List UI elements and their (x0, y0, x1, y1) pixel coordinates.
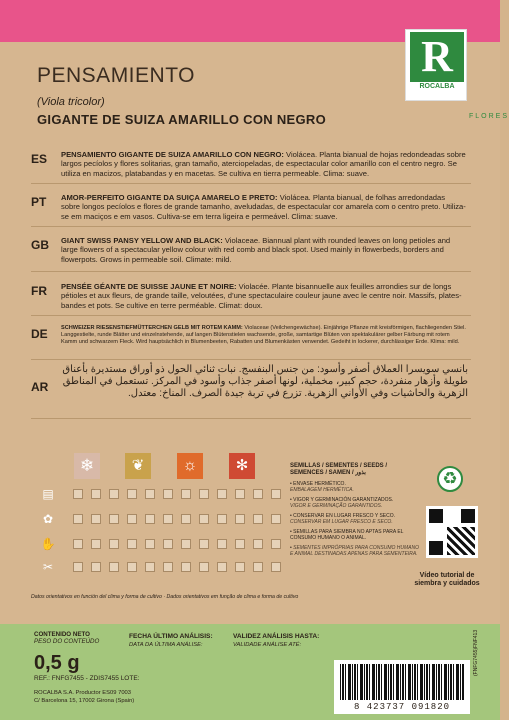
footnote: Datos orientativos en función del clima y forma de cultivo · Dados orientativos em função de clima e forma de cultivo (31, 594, 299, 600)
legend-item: • CONSERVAR EN LUGAR FRESCO Y SECO. CONSERVAR EM LUGAR FRESCO E SECO. (290, 513, 396, 525)
legend-main: VIGOR Y GERMINACIÓN GARANTIZADOS. (293, 497, 394, 503)
barcode-number: 8 423737 091820 (353, 702, 450, 712)
barcode (334, 660, 470, 714)
legend-sub: VIGOR E GERMINAÇÃO GARANTIDOS. (290, 503, 383, 509)
legend-heading: SEMILLAS / SEMENTES / SEEDS / SEMENCES / SAMEN / بذور (290, 463, 388, 476)
logo-subtitle: FLORES (469, 113, 509, 120)
description-lead: GIANT SWISS PANSY YELLOW AND BLACK: (61, 236, 223, 245)
calendar-row (73, 562, 288, 576)
description-ar: بانسي سويسرا العملاق أصفر وأسود: من جنس البنفسج. نبات ثنائي الحول ذو أوراق مستديرة بأعناق طويلة وأزهار منفردة، حجم كبير، مخملية، لونها أصفر جذاب وأسود في المركز. تستعمل في المناطق الزهرية والحاشيات وفي الأواني الزهرية. تزرع في تربة جيدة الصرف. المناخ: معتدل. (62, 364, 468, 399)
divider (31, 418, 471, 419)
sun-icon: ☼ (177, 453, 203, 479)
calendar-row (73, 539, 288, 553)
legend-item: • VIGOR Y GERMINACIÓN GARANTIZADOS. VIGOR E GERMINAÇÃO GARANTIDOS. (290, 497, 394, 509)
lang-code-de: DE (31, 327, 48, 341)
reference-code: REF.: FNFG7455 - ZDIS7455 LOTE: (34, 675, 140, 682)
divider (31, 359, 471, 360)
description-text: Violaceae (Veilchengewächse). Einjährige Pflanze mit kreisförmigen, flachliegenden Stiel. Langgestielte, runde Blätter und einzelnstehende, auf langen Blütenstielen wachsende, große, samtartige Blüten von spektakulärer gelber Färbung mit rotem Kamm und schwarzem Fleck. Wird hauptsächlich in Blumenbeeten, Rabatten und Blumenkästen verwendet. Gedeiht in lockerer, durchlässiger Erde. Klima: mild. (61, 325, 466, 346)
description-lead: PENSAMIENTO GIGANTE DE SUIZA AMARILLO CON NEGRO: (61, 150, 284, 159)
logo-letter: R (410, 32, 464, 82)
net-weight: 0,5 g (34, 652, 80, 674)
description-text: Violácea. Planta bianual, de folhas arredondadas sobre longos pecíolos e flores de grande tamanho, aveludadas, de espectacular cor amarela com o centro preto. Utiliza-se em maciços e em vasos. Cultiva-se em terra ligeira e permeável. Clima: suave. (61, 193, 466, 221)
legend-sub: CONSERVAR EM LUGAR FRESCO E SECO. (290, 519, 393, 525)
snowflake-icon: ❄ (74, 453, 100, 479)
analysis-validity-label (233, 633, 319, 649)
description-pt (61, 193, 466, 221)
sowing-tray-icon: ▤ (42, 487, 54, 501)
description-text: Violacée. Plante bisannuelle aux feuilles arrondies sur de longs pétioles et aux fleurs, de grande taille, veloutées, d’une spectaculaire couleur jaune avec le centre noir. Massifs, plates-bandes et pots. Se cultive en terre perméable. Climat: doux. (61, 282, 462, 310)
description-de (61, 325, 466, 347)
qr-code[interactable] (426, 506, 478, 558)
transplant-icon: ✋ (40, 537, 56, 551)
logo-name: ROCALBA (419, 83, 455, 90)
company-info (34, 689, 134, 705)
last-analysis-label (129, 633, 213, 649)
description-es (61, 150, 466, 178)
divider (31, 183, 471, 184)
legend-main: SEMENTES IMPRÓPRIAS PARA CONSUMO HUMANO E ANIMAL DESTINADAS APENAS PARA SEMENTEIRA. (290, 545, 419, 557)
description-fr (61, 282, 466, 310)
lang-code-pt: PT (31, 195, 47, 209)
description-lead: SCHWEIZER RIESENSTIEFMÜTTERCHEN GELB MIT ROTEM KAMM: (61, 325, 243, 331)
legend-item: • ENVASE HERMÉTICO. EMBALAGEM HERMÉTICA. (290, 481, 354, 493)
legend-item: • SEMILLAS PARA SIEMBRA NO APTAS PARA EL CONSUMO HUMANO O ANIMAL. (290, 529, 404, 541)
product-title: PENSAMIENTO (37, 64, 195, 87)
description-text: Violaceae. Biannual plant with rounded leaves on long petioles and large flowers of a spectacular yellow colour with red comb and black spot. Used mainly in flowerbeds, borders and flowerpots. Grows in permeable soil. Climate: mild. (61, 236, 451, 264)
legend-sub: EMBALAGEM HERMÉTICA. (290, 487, 354, 493)
legend-main: SEMILLAS PARA SIEMBRA NO APTAS PARA EL CONSUMO HUMANO O ANIMAL. (290, 529, 404, 541)
barcode-bars (340, 664, 464, 700)
seed-legend (290, 463, 420, 557)
analysis-date-pt: DATA DA ÚLTIMA ANÁLISE: (129, 641, 203, 648)
rocalba-logo (405, 29, 467, 101)
divider (31, 226, 471, 227)
lang-code-fr: FR (31, 284, 47, 298)
watering-can-icon: ✂ (42, 560, 54, 574)
company-line: ROCALBA S.A. Productor ES09 7003 (34, 690, 131, 696)
divider (31, 271, 471, 272)
maple-leaf-icon: ✻ (229, 453, 255, 479)
calendar-row (73, 514, 288, 528)
net-content-label (34, 631, 99, 645)
description-text: Violácea. Planta bianual de hojas redondeadas sobre largos pecíolos y flores solitarias, gran tamaño, aterciopeladas, de espectacular color amarillo con el centro negro. Se utiliza en macizos, platabandas y en macetas. Se cultiva en tierra permeable. Clima: suave. (61, 150, 466, 178)
cultivation-calendar (28, 447, 289, 585)
analysis-date-es: FECHA ÚLTIMO ANÁLISIS: (129, 633, 213, 640)
company-address: C/ Barcelona 15, 17002 Girona (Spain) (34, 698, 135, 704)
lang-code-gb: GB (31, 238, 49, 252)
divider (31, 315, 471, 316)
leaf-icon: ❦ (125, 453, 151, 479)
lang-code-ar: AR (31, 380, 49, 394)
recycle-icon: ♻ (437, 466, 463, 492)
legend-main: ENVASE HERMÉTICO. (293, 481, 346, 487)
calendar-row (73, 489, 288, 503)
video-tutorial-label: Vídeo tutorial de siembra y cuidados (414, 572, 480, 587)
description-lead: AMOR-PERFEITO GIGANTE DA SUIÇA AMARELO E PRETO: (61, 193, 278, 202)
lang-code-es: ES (31, 152, 48, 166)
latin-name: (Viola tricolor) (37, 96, 105, 108)
description-gb (61, 236, 466, 264)
legend-main: CONSERVAR EN LUGAR FRESCO Y SECO. (293, 513, 396, 519)
net-label-es: CONTENIDO NETO (34, 631, 90, 638)
analysis-valid-pt: VALIDADE ANÁLISE ATÉ: (233, 641, 302, 648)
net-label-pt: PESO DO CONTEÚDO (34, 638, 100, 645)
analysis-valid-es: VALIDEZ ANÁLISIS HASTA: (233, 633, 320, 640)
legend-item: • SEMENTES IMPRÓPRIAS PARA CONSUMO HUMANO E ANIMAL DESTINADAS APENAS PARA SEMENTEIRA. (290, 545, 419, 557)
seedling-icon: ✿ (42, 512, 54, 526)
qr-pattern (429, 509, 475, 555)
variety-name: GIGANTE DE SUIZA AMARILLO CON NEGRO (37, 112, 327, 127)
description-lead: PENSÉE GÉANTE DE SUISSE JAUNE ET NOIRE: (61, 282, 237, 291)
side-code: (FNFG7455)FNF413 (473, 629, 479, 676)
